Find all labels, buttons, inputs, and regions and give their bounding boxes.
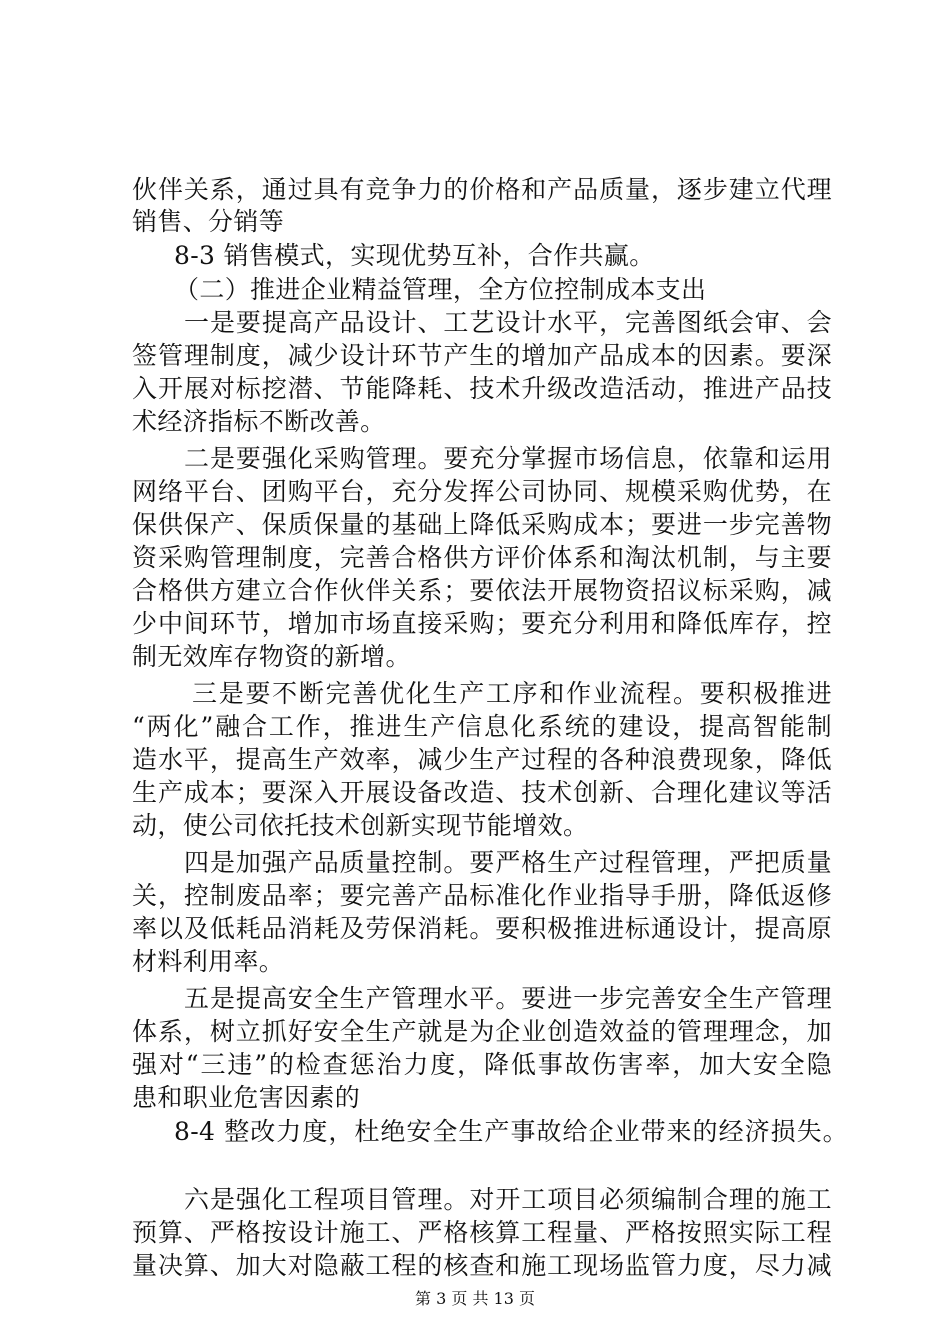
text-line: 保供保产、保质保量的基础上降低采购成本；要进一步完善物 (132, 510, 832, 539)
text-line: 少中间环节，增加市场直接采购；要充分利用和降低库存，控 (132, 609, 832, 638)
text-line: 造水平，提高生产效率，减少生产过程的各种浪费现象，降低 (132, 745, 832, 774)
text-line: 网络平台、团购平台，充分发挥公司协同、规模采购优势，在 (132, 477, 832, 506)
text-line: 生产成本；要深入开展设备改造、技术创新、合理化建议等活 (132, 778, 832, 807)
text-line: 二是要强化采购管理。要充分掌握市场信息，依靠和运用 (184, 444, 832, 473)
text-line: 六是强化工程项目管理。对开工项目必须编制合理的施工 (184, 1185, 832, 1214)
text-line: 关，控制废品率；要完善产品标准化作业指导手册，降低返修 (132, 881, 832, 910)
text-line: 8-3 销售模式，实现优势互补，合作共赢。 (174, 241, 655, 270)
text-line: 材料利用率。 (132, 947, 285, 976)
text-line: 伙伴关系，通过具有竞争力的价格和产品质量，逐步建立代理 (132, 175, 832, 204)
text-line: 动，使公司依托技术创新实现节能增效。 (132, 811, 589, 840)
text-line: 资采购管理制度，完善合格供方评价体系和淘汰机制，与主要 (132, 543, 832, 572)
text-line: “两化”融合工作，推进生产信息化系统的建设，提高智能制 (132, 712, 832, 741)
text-line: 强对“三违”的检查惩治力度，降低事故伤害率，加大安全隐 (132, 1050, 832, 1079)
text-line: 销售、分销等 (132, 207, 285, 236)
text-line: 五是提高安全生产管理水平。要进一步完善安全生产管理 (184, 984, 832, 1013)
text-line: 四是加强产品质量控制。要严格生产过程管理，严把质量 (184, 848, 832, 877)
section-heading: （二）推进企业精益管理，全方位控制成本支出 (174, 275, 707, 304)
text-line: 预算、严格按设计施工、严格核算工程量、严格按照实际工程 (132, 1218, 832, 1247)
text-line: 术经济指标不断改善。 (132, 407, 386, 436)
text-line: 入开展对标挖潜、节能降耗、技术升级改造活动，推进产品技 (132, 374, 832, 403)
text-line: 率以及低耗品消耗及劳保消耗。要积极推进标通设计，提高原 (132, 914, 832, 943)
text-line: 制无效库存物资的新增。 (132, 642, 411, 671)
text-line: 体系，树立抓好安全生产就是为企业创造效益的管理理念，加 (132, 1017, 832, 1046)
text-line: 8-4 整改力度，杜绝安全生产事故给企业带来的经济损失。 (174, 1117, 848, 1146)
page-number-footer: 第 3 页 共 13 页 (415, 1289, 535, 1308)
text-line: 患和职业危害因素的 (132, 1083, 361, 1112)
text-line: 三是要不断完善优化生产工序和作业流程。要积极推进 (192, 679, 832, 708)
text-line: 合格供方建立合作伙伴关系；要依法开展物资招议标采购，减 (132, 576, 832, 605)
text-line: 签管理制度，减少设计环节产生的增加产品成本的因素。要深 (132, 341, 832, 370)
text-line: 一是要提高产品设计、工艺设计水平，完善图纸会审、会 (184, 308, 832, 337)
text-line: 量决算、加大对隐蔽工程的核查和施工现场监管力度，尽力减 (132, 1251, 832, 1280)
